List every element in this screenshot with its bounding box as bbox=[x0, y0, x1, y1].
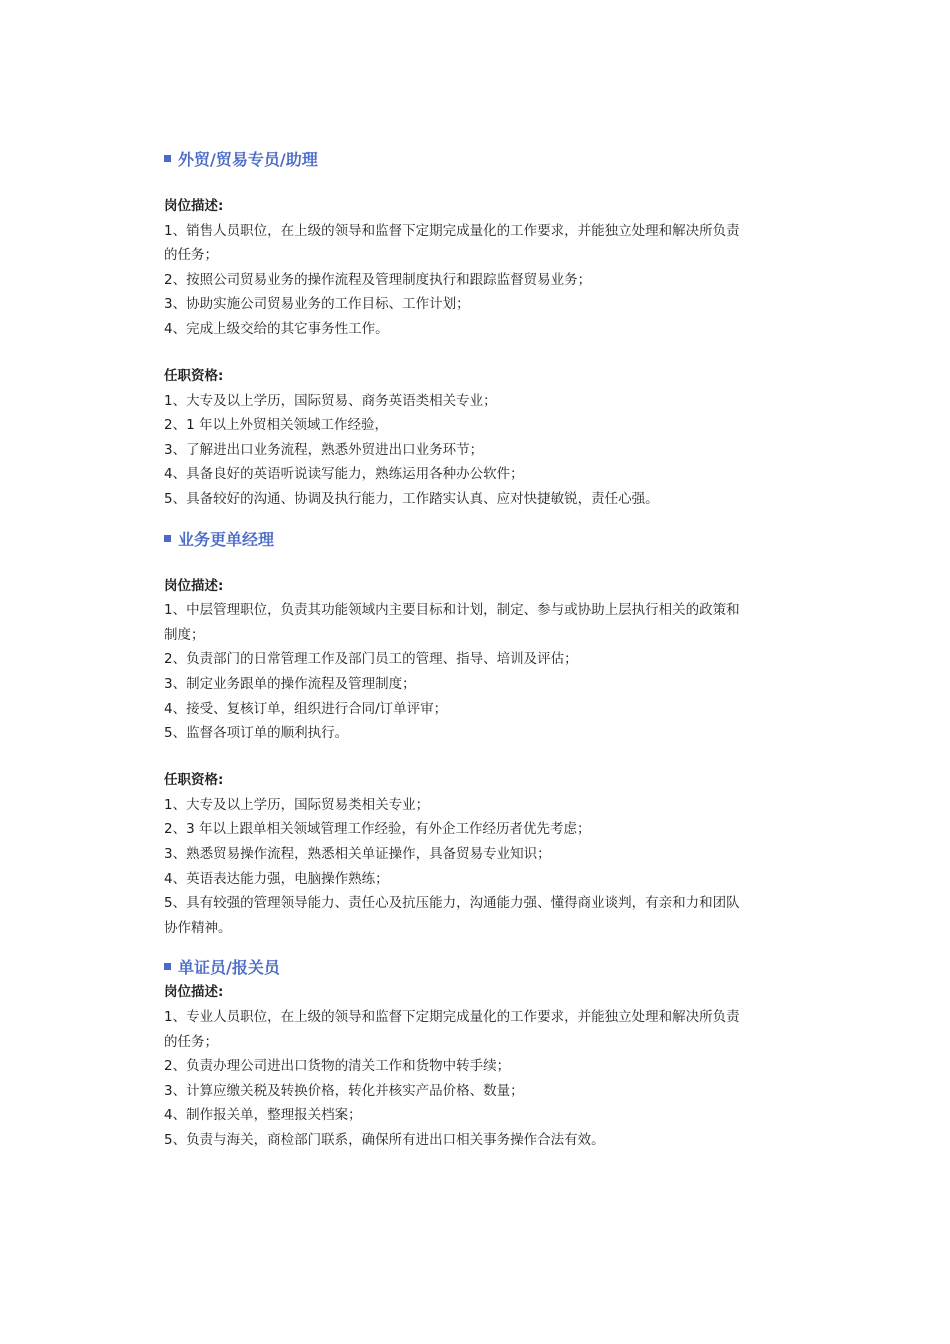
requirements-label: 任职资格: bbox=[164, 368, 224, 385]
job-description-label: 岗位描述: bbox=[164, 198, 224, 214]
section-title-text: 业务更单经理 bbox=[178, 529, 275, 549]
square-bullet-icon bbox=[164, 535, 171, 542]
description-line: 5、监督各项订单的顺利执行。 bbox=[164, 725, 349, 742]
requirement-line: 5、具备较好的沟通、协调及执行能力，工作踏实认真、应对快捷敏锐，责任心强。 bbox=[164, 491, 659, 508]
description-line: 的任务； bbox=[164, 247, 218, 264]
section-title-text: 单证员/报关员 bbox=[178, 958, 280, 978]
requirement-line: 2、1 年以上外贸相关领域工作经验， bbox=[164, 417, 388, 434]
requirements-label: 任职资格: bbox=[164, 772, 224, 789]
description-line: 2、负责部门的日常管理工作及部门员工的管理、指导、培训及评估； bbox=[164, 651, 578, 668]
requirement-line: 1、大专及以上学历，国际贸易类相关专业； bbox=[164, 796, 430, 813]
description-line: 1、专业人员职位，在上级的领导和监督下定期完成量化的工作要求，并能独立处理和解决所负责 bbox=[164, 1009, 740, 1026]
job-description-label: 岗位描述: bbox=[164, 984, 224, 1001]
description-line: 1、销售人员职位，在上级的领导和监督下定期完成量化的工作要求，并能独立处理和解决所负责 bbox=[164, 222, 740, 239]
requirement-line: 5、具有较强的管理领导能力、责任心及抗压能力，沟通能力强、懂得商业谈判，有亲和力和团队 bbox=[164, 895, 740, 912]
description-line: 制度； bbox=[164, 626, 205, 643]
description-line: 4、完成上级交给的其它事务性工作。 bbox=[164, 320, 389, 337]
section-title-business-manager bbox=[164, 528, 784, 552]
description-line: 3、计算应缴关税及转换价格，转化并核实产品价格、数量； bbox=[164, 1082, 524, 1099]
description-line: 2、负责办理公司进出口货物的清关工作和货物中转手续； bbox=[164, 1058, 511, 1075]
description-line: 1、中层管理职位，负责其功能领域内主要目标和计划，制定、参与或协助上层执行相关的政策和 bbox=[164, 602, 740, 619]
requirement-line: 1、大专及以上学历，国际贸易、商务英语类相关专业； bbox=[164, 392, 497, 409]
description-line: 4、制作报关单，整理报关档案； bbox=[164, 1107, 362, 1124]
document-page bbox=[164, 148, 784, 1153]
requirement-line: 3、了解进出口业务流程，熟悉外贸进出口业务环节； bbox=[164, 441, 484, 458]
description-line: 3、协助实施公司贸易业务的工作目标、工作计划； bbox=[164, 296, 470, 313]
requirement-line: 4、英语表达能力强，电脑操作熟练； bbox=[164, 870, 389, 887]
requirement-line: 4、具备良好的英语听说读写能力，熟练运用各种办公软件； bbox=[164, 466, 524, 483]
description-line: 3、制定业务跟单的操作流程及管理制度； bbox=[164, 676, 416, 692]
section-title-trade-specialist bbox=[164, 148, 784, 172]
requirement-line: 3、熟悉贸易操作流程，熟悉相关单证操作，具备贸易专业知识； bbox=[164, 846, 551, 863]
square-bullet-icon bbox=[164, 155, 171, 162]
section-title-text: 外贸/贸易专员/助理 bbox=[178, 150, 318, 169]
description-line: 4、接受、复核订单，组织进行合同/订单评审； bbox=[164, 700, 448, 717]
section-title-customs-clerk bbox=[164, 956, 784, 980]
requirement-line: 2、3 年以上跟单相关领域管理工作经验，有外企工作经历者优先考虑； bbox=[164, 821, 591, 838]
description-line: 2、按照公司贸易业务的操作流程及管理制度执行和跟踪监督贸易业务； bbox=[164, 271, 592, 288]
square-bullet-icon bbox=[164, 963, 171, 970]
job-description-label: 岗位描述: bbox=[164, 577, 224, 594]
description-line: 的任务； bbox=[164, 1033, 218, 1050]
description-line: 5、负责与海关，商检部门联系，确保所有进出口相关事务操作合法有效。 bbox=[164, 1132, 605, 1148]
requirement-line: 协作精神。 bbox=[164, 919, 232, 936]
